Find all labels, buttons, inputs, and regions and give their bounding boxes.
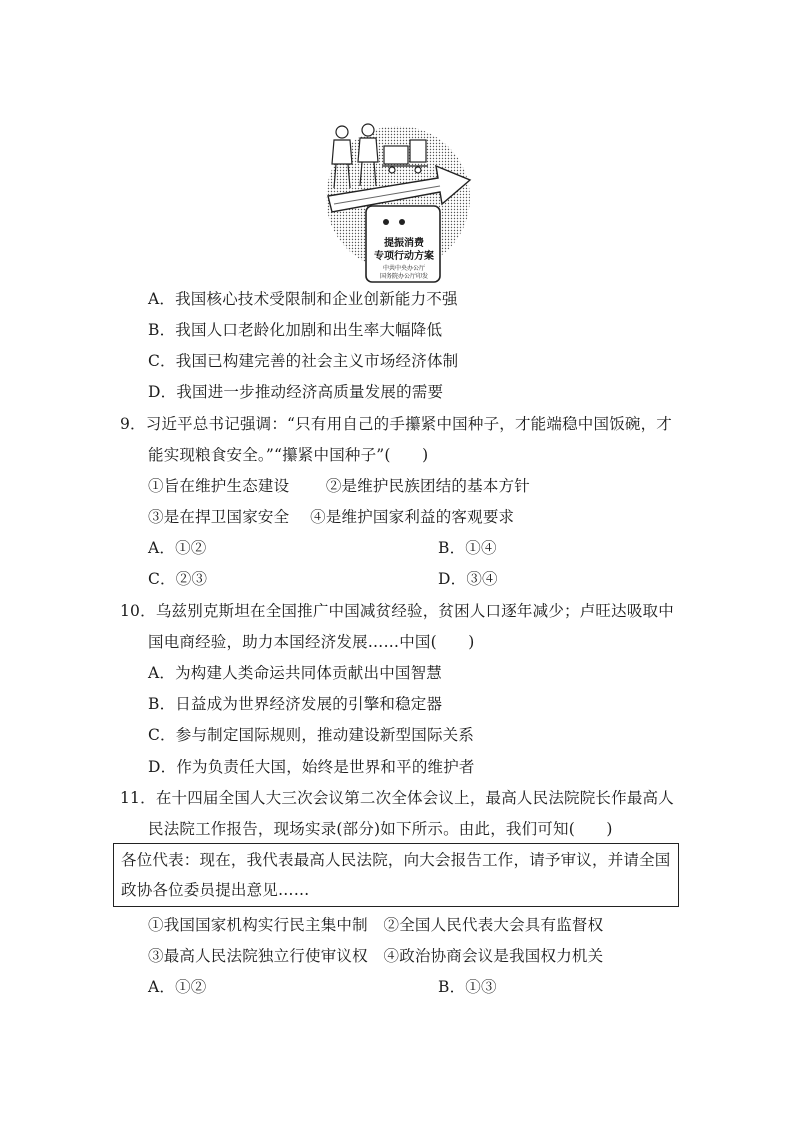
sign-sub-1: 中共中央办公厅 (382, 265, 426, 272)
q10-option-d: D．作为负责任大国，始终是世界和平的维护者 (148, 758, 475, 776)
q11-statements-1: ①我国国家机构实行民主集中制 ②全国人民代表大会具有监督权 (148, 916, 604, 934)
sign-sub-2: 国务院办公厅印发 (379, 273, 429, 280)
q9-option-c: C．②③ (148, 570, 208, 588)
q11-option-b: B．①③ (438, 978, 497, 996)
quote-box (113, 843, 679, 907)
q10-option-c: C．参与制定国际规则，推动建设新型国际关系 (148, 726, 475, 744)
sign-title-1: 提振消费 (384, 238, 424, 249)
q10-option-a: A．为构建人类命运共同体贡献出中国智慧 (148, 664, 442, 682)
q11-option-a: A．①② (148, 978, 207, 996)
consumption-illustration (318, 118, 478, 284)
q8-option-c: C．我国已构建完善的社会主义市场经济体制 (148, 352, 459, 370)
q8-option-d: D．我国进一步推动经济高质量发展的需要 (148, 383, 444, 401)
q9-option-a: A．①② (148, 539, 207, 557)
q9-statements-2: ③是在捍卫国家安全 ④是维护国家利益的客观要求 (148, 508, 515, 526)
q9-option-b: B．①④ (438, 539, 497, 557)
q9-statements-1: ①旨在维护生态建设 ②是维护民族团结的基本方针 (148, 477, 530, 495)
q9-option-d: D．③④ (438, 570, 498, 588)
q9-stem-2: 能实现粮食安全。”“攥紧中国种子”( ) (148, 446, 429, 464)
q11-stem-1: 11．在十四届全国人大三次会议第二次全体会议上，最高人民法院院长作最高人 (120, 789, 674, 807)
sign-title-2: 专项行动方案 (374, 251, 434, 262)
q11-statements-2: ③最高人民法院独立行使审议权 ④政治协商会议是我国权力机关 (148, 947, 604, 965)
q11-stem-2: 民法院工作报告，现场实录(部分)如下所示。由此，我们可知( ) (148, 820, 613, 838)
quote-line-2: 政协各位委员提出意见…… (121, 881, 310, 899)
q9-stem-1: 9．习近平总书记强调：“只有用自己的手攥紧中国种子，才能端稳中国饭碗，才 (120, 415, 672, 433)
q10-option-b: B．日益成为世界经济发展的引擎和稳定器 (148, 695, 443, 713)
q8-option-b: B．我国人口老龄化加剧和出生率大幅降低 (148, 321, 443, 339)
q10-stem-1: 10．乌兹别克斯坦在全国推广中国减贫经验，贫困人口逐年减少；卢旺达吸取中 (120, 602, 674, 620)
q8-option-a: A．我国核心技术受限制和企业创新能力不强 (148, 290, 458, 308)
phone-sign (366, 206, 440, 282)
quote-line-1: 各位代表：现在，我代表最高人民法院，向大会报告工作，请予审议，并请全国 (121, 851, 671, 869)
q10-stem-2: 国电商经验，助力本国经济发展……中国( ) (148, 633, 475, 651)
